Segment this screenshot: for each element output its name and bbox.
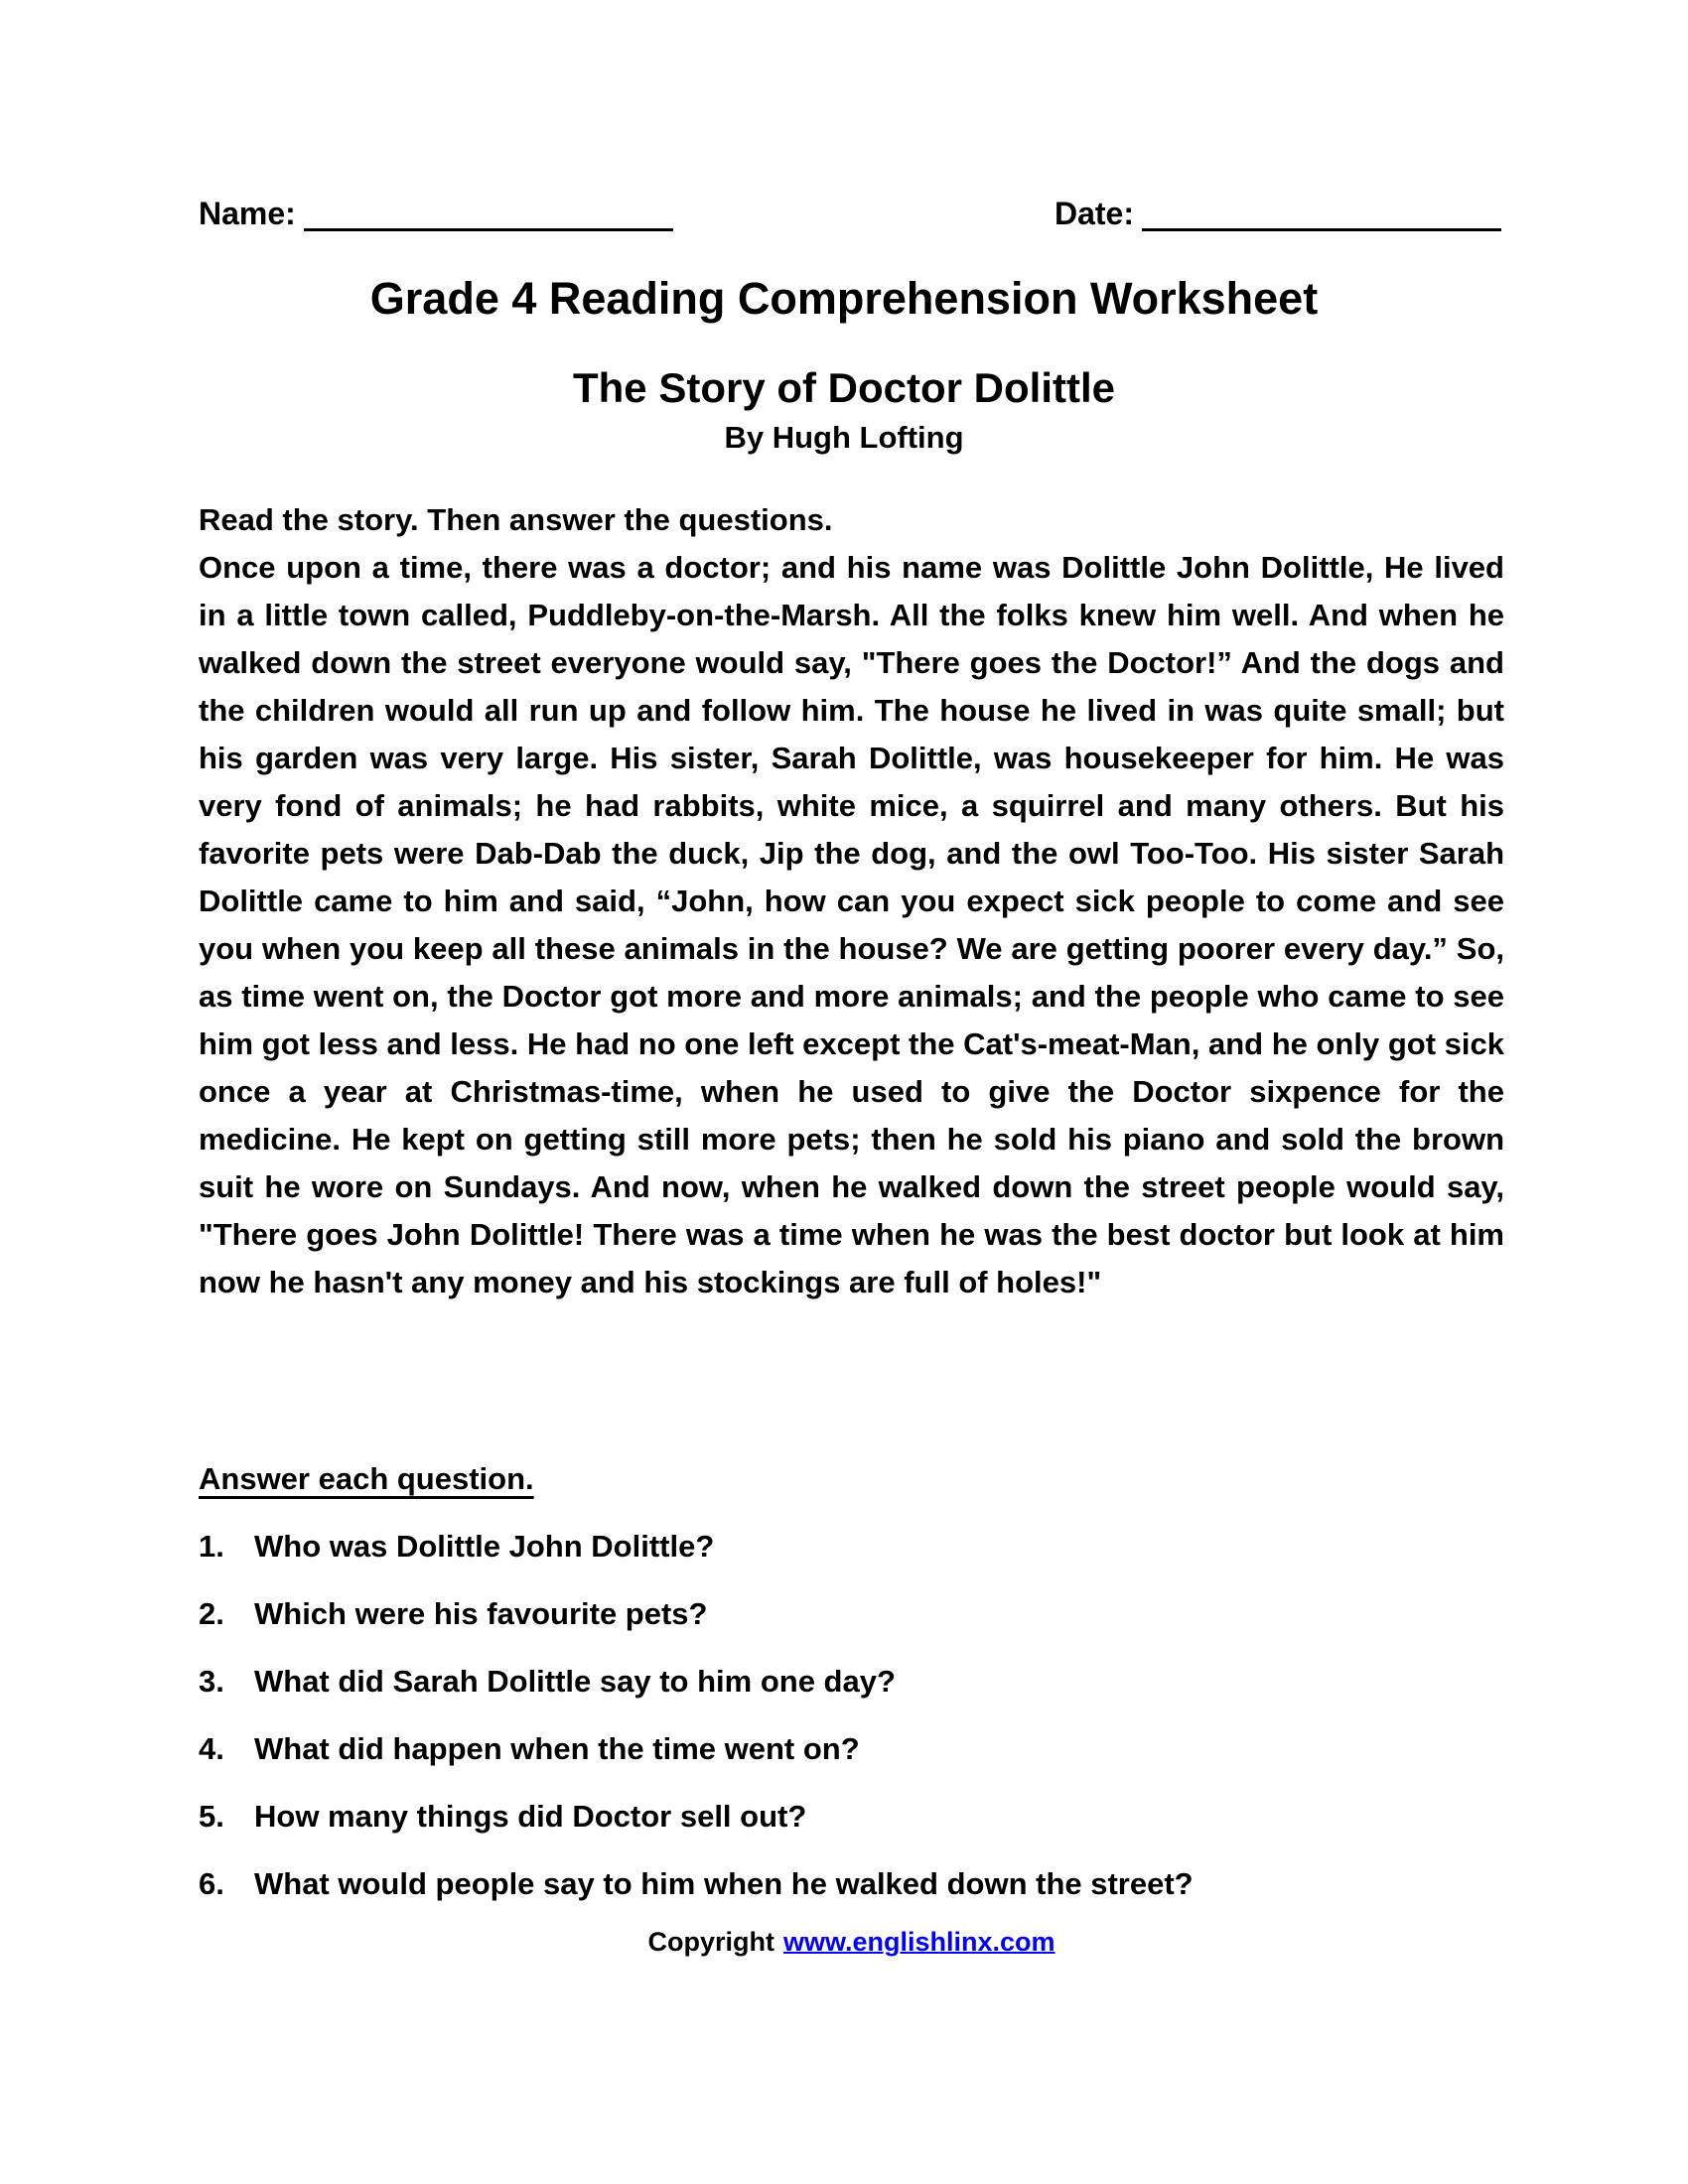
question-text: Which were his favourite pets? xyxy=(254,1596,708,1631)
footer xyxy=(199,1926,1504,1958)
name-label: Name: xyxy=(199,195,296,231)
question-number: 6. xyxy=(199,1866,224,1901)
question-text: What did happen when the time went on? xyxy=(254,1731,860,1766)
name-field xyxy=(199,195,673,231)
question-item-2 xyxy=(199,1590,1504,1638)
question-number: 4. xyxy=(199,1731,224,1766)
question-number: 5. xyxy=(199,1799,224,1834)
name-blank-line xyxy=(304,195,673,231)
question-number: 2. xyxy=(199,1596,224,1631)
story-block xyxy=(199,496,1504,1306)
story-text: Once upon a time, there was a doctor; and his name was Dolittle John Dolittle, He lived in a little town called, Puddleby-on-the-Marsh. All the folks knew him well. And when he walked down the street everyone would say, "There goes the Doctor!” And the dogs and the children would all run up and follow him. The house he lived in was quite small; but his garden was very large. His sister, Sarah Dolittle, was housekeeper for him. He was very fond of animals; he had rabbits, white mice, a squirrel and many others. But his favorite pets were Dab-Dab the duck, Jip the dog, and the owl Too-Too. His sister Sarah Dolittle came to him and said, “John, how can you expect sick people to come and see you when you keep all these animals in the house? We are getting poorer every day.” So, as time went on, the Doctor got more and more animals; and the people who came to see him got less and less. He had no one left except the Cat's-meat-Man, and he only got sick once a year at Christmas-time, when he used to give the Doctor sixpence for the medicine. He kept on getting still more pets; then he sold his piano and sold the brown suit he wore on Sundays. And now, when he walked down the street people would say, "There goes John Dolittle! There was a time when he was the best doctor but look at him now he hasn't any money and his stockings are full of holes!" xyxy=(199,550,1504,1299)
question-number: 1. xyxy=(199,1529,224,1564)
story-title: The Story of Doctor Dolittle xyxy=(573,364,1115,411)
worksheet-title: Grade 4 Reading Comprehension Worksheet xyxy=(369,273,1319,324)
question-item-3 xyxy=(199,1658,1504,1706)
story-byline: By Hugh Lofting xyxy=(724,420,964,455)
question-item-4 xyxy=(199,1725,1504,1773)
question-number: 3. xyxy=(199,1664,224,1699)
questions-heading: Answer each question. xyxy=(199,1461,534,1496)
header xyxy=(199,195,1501,231)
date-blank-line xyxy=(1142,195,1501,231)
date-field xyxy=(1055,195,1501,231)
date-label: Date: xyxy=(1054,195,1134,231)
question-text: Who was Dolittle John Dolittle? xyxy=(254,1529,715,1564)
question-text: What would people say to him when he walked down the street? xyxy=(254,1866,1194,1901)
question-text: How many things did Doctor sell out? xyxy=(254,1799,807,1834)
footer-link[interactable]: www.englishlinx.com xyxy=(782,1927,1055,1957)
question-item-1 xyxy=(199,1523,1504,1570)
story-instructions: Read the story. Then answer the questions. xyxy=(199,502,833,537)
question-item-6 xyxy=(199,1860,1504,1908)
questions-section xyxy=(199,1455,1504,1908)
question-text: What did Sarah Dolittle say to him one day? xyxy=(254,1664,896,1699)
copyright-label: Copyright xyxy=(647,1927,774,1957)
question-item-5 xyxy=(199,1793,1504,1841)
